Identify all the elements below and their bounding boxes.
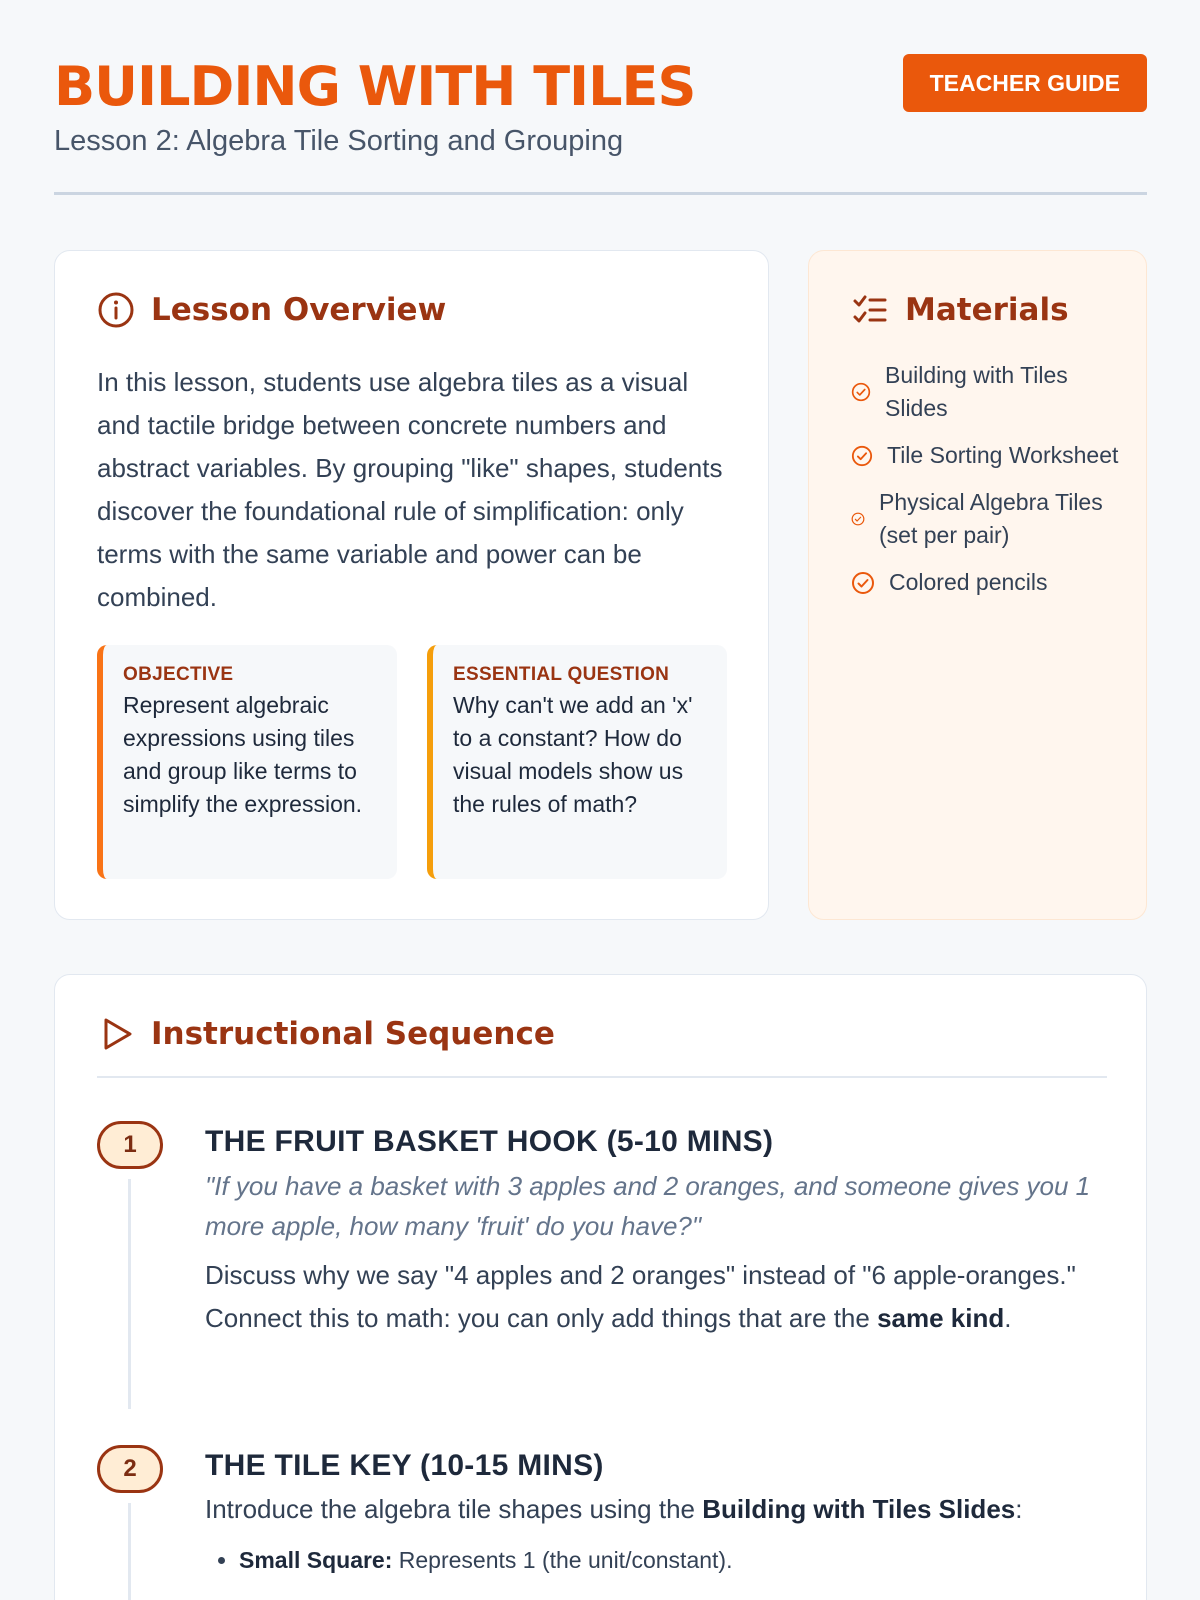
materials-title: Materials: [905, 292, 1069, 328]
info-icon: [97, 291, 135, 329]
materials-item-label: Building with Tiles Slides: [885, 362, 1068, 421]
materials-item-label: Colored pencils: [889, 569, 1048, 595]
step-text: [205, 1254, 1105, 1340]
check-circle-icon: [851, 382, 871, 402]
check-circle-icon: [851, 445, 873, 467]
essential-question-text: Why can't we add an 'x' to a constant? How do visual models show us the rules of math?: [453, 692, 693, 817]
bullet-description: Represents 1 (the unit/constant).: [392, 1547, 733, 1573]
step-quote: "If you have a basket with 3 apples and 2 oranges, and someone gives you 1 more apple, how many 'fruit' do you have?": [205, 1171, 1091, 1241]
materials-heading: [851, 291, 1069, 329]
step-text-part: .: [1004, 1303, 1012, 1333]
lesson-overview-card: [54, 250, 769, 920]
header-divider: [54, 192, 1147, 195]
step-title: THE TILE KEY (10-15 MINS): [205, 1449, 604, 1482]
lesson-overview-text: In this lesson, students use algebra tiles as a visual and tactile bridge between concrete numbers and abstract variables. By grouping "like" shapes, students discover the foundational rule of simplification: only terms with the same variable and power can be combined.: [97, 367, 723, 612]
step-text-part: Discuss why we say "4 apples and 2 oranges" instead of "6 apple-oranges." Connect this to math: you can only add things that are the: [205, 1260, 1076, 1333]
page-title: BUILDING WITH TILES: [54, 55, 696, 118]
objective-text: Represent algebraic expressions using tiles and group like terms to simplify the expression.: [123, 692, 363, 817]
step-text-part: Introduce the algebra tile shapes using the: [205, 1494, 703, 1524]
materials-item: [851, 439, 1121, 472]
step-bullet-list: [205, 1543, 1105, 1577]
step-text-part: :: [1015, 1494, 1023, 1524]
check-circle-icon: [851, 512, 865, 526]
step-bullet-item: [239, 1543, 1105, 1577]
step-text: [205, 1488, 1105, 1531]
materials-item: [851, 566, 1121, 599]
objective-callout: [97, 645, 397, 879]
materials-item: [851, 359, 1121, 425]
lesson-overview-heading: [97, 291, 446, 329]
step-number-badge: 2: [97, 1445, 163, 1493]
play-icon: [97, 1015, 135, 1053]
step-text-bold: Building with Tiles Slides: [702, 1494, 1016, 1524]
step-body: [205, 1445, 1105, 1577]
materials-list: [851, 359, 1121, 613]
step-title: THE FRUIT BASKET HOOK (5-10 MINS): [205, 1125, 774, 1158]
instructional-sequence-heading: [97, 1015, 555, 1053]
page-header: [54, 50, 1147, 159]
checklist-icon: [851, 291, 889, 329]
lesson-overview-title: Lesson Overview: [151, 292, 447, 328]
materials-item-label: Tile Sorting Worksheet: [887, 442, 1119, 468]
sequence-divider: [97, 1076, 1107, 1078]
essential-question-callout: [427, 645, 727, 879]
step-text-bold: same kind: [877, 1303, 1005, 1333]
teacher-guide-button[interactable]: TEACHER GUIDE: [903, 54, 1147, 112]
step-connector-line: [128, 1503, 131, 1600]
step-number-badge: 1: [97, 1121, 163, 1169]
instructional-sequence-card: [54, 974, 1147, 1600]
page-subtitle: Lesson 2: Algebra Tile Sorting and Grouping: [54, 125, 624, 157]
materials-item: [851, 486, 1121, 552]
objective-label: OBJECTIVE: [123, 664, 234, 685]
materials-item-label: Physical Algebra Tiles (set per pair): [879, 489, 1103, 548]
essential-question-label: ESSENTIAL QUESTION: [453, 664, 670, 685]
step-body: [205, 1121, 1105, 1340]
step-connector-line: [128, 1179, 131, 1409]
instructional-sequence-title: Instructional Sequence: [151, 1016, 555, 1052]
materials-card: [808, 250, 1147, 920]
bullet-term: Small Square:: [239, 1547, 393, 1573]
check-circle-icon: [851, 571, 875, 595]
